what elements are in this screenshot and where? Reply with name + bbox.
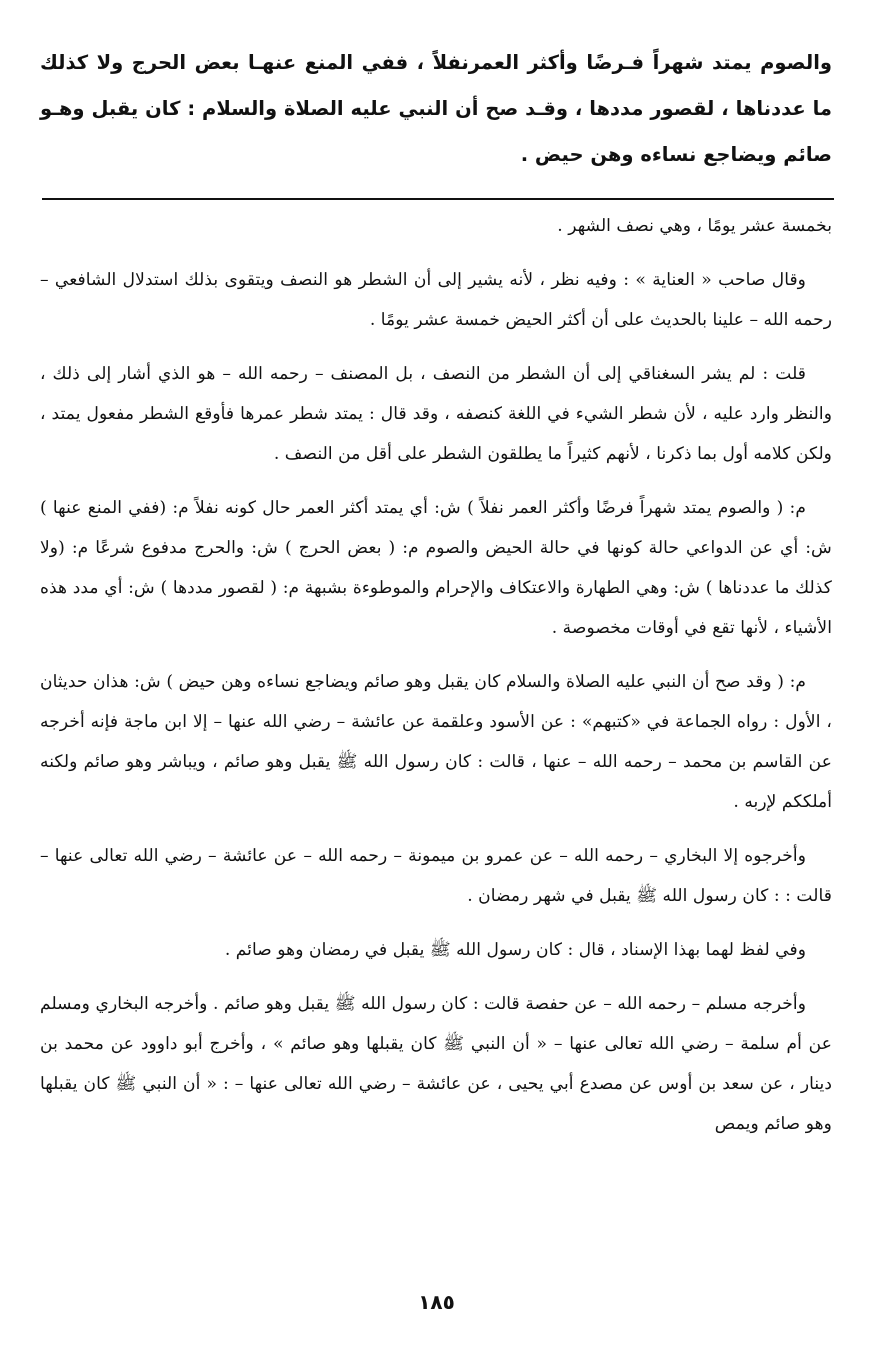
page-number: ١٨٥: [418, 1290, 455, 1314]
footnote-separator: [42, 198, 834, 200]
commentary-paragraph: م: ( والصوم يمتد شهراً فرضًا وأكثر العمر نفلاً ) ش: أي يمتد أكثر العمر حال كونه نفلاً م: (ففي المنع عنها ) ش: أي عن الدواعي حالة كونها في حالة الحيض والصوم م: ( بعض الحرج ) ش: والحرج مدفوع شرعًا م: (ولا كذلك ما عددناها ) ش: وهي الطهارة والاعتكاف والإحرام والموطوءة بشبهة م: ( لقصور مددها ) ش: أي مدد هذه الأشياء ، لأنها تقع في أوقات مخصوصة .: [40, 498, 832, 638]
commentary-section: [40, 206, 832, 1144]
commentary-paragraph: وفي لفظ لهما بهذا الإسناد ، قال : كان رسول الله ﷺ يقبل في رمضان وهو صائم .: [224, 940, 806, 960]
commentary-paragraph: وقال صاحب « العناية » : وفيه نظر ، لأنه يشير إلى أن الشطر هو النصف ويتقوى بذلك استدلال الشافعي – رحمه الله – علينا بالحديث على أن أكثر الحيض خمسة عشر يومًا .: [40, 270, 832, 330]
commentary-paragraph: وأخرجه مسلم – رحمه الله – عن حفصة قالت : كان رسول الله ﷺ يقبل وهو صائم . وأخرجه البخاري ومسلم عن أم سلمة – رضي الله تعالى عنها – « أن النبي ﷺ كان يقبلها وهو صائم » ، وأخرج أبو داوود عن محمد بن دينار ، عن سعد بن أوس عن مصدع أبي يحيى ، عن عائشة – رضي الله تعالى عنها – : « أن النبي ﷺ كان يقبلها وهو صائم ويمص: [40, 994, 832, 1134]
commentary-paragraph: م: ( وقد صح أن النبي عليه الصلاة والسلام كان يقبل وهو صائم ويضاجع نساءه وهن حيض ) ش: هذان حديثان ، الأول : رواه الجماعة في «كتبهم» : عن الأسود وعلقمة عن عائشة – رضي الله عنها – إلا ابن ماجة فإنه أخرجه عن القاسم بن محمد – رحمه الله – عنها ، قالت : كان رسول الله ﷺ يقبل وهو صائم ، ويباشر وهو صائم ولكنه أملككم لإربه .: [40, 672, 832, 812]
commentary-paragraph: قلت : لم يشر السغناقي إلى أن الشطر من النصف ، بل المصنف – رحمه الله – هو الذي أشار إلى ذلك ، والنظر وارد عليه ، لأن شطر الشيء في اللغة كنصفه ، وقد قال : يمتد شطر عمرها فأوقع الشطر مفعول يمتد ، ولكن كلامه أول بما ذكرنا ، لأنهم كثيراً ما يطلقون الشطر على أقل من النصف .: [40, 364, 832, 464]
commentary-paragraph-continuation: بخمسة عشر يومًا ، وهي نصف الشهر .: [557, 216, 832, 236]
main-text: والصوم يمتد شهراً فـرضًا وأكثر العمرنفلاً ، ففي المنع عنهـا بعض الحرج ولا كذلك ما عددناها ، لقصور مددها ، وقـد صح أن النبي عليه الصلاة والسلام : كان يقبل وهـو صائم ويضاجع نساءه وهن حيض .: [40, 51, 832, 166]
commentary-paragraph: وأخرجوه إلا البخاري – رحمه الله – عن عمرو بن ميمونة – رحمه الله – عن عائشة – رضي الله تعالى عنها – قالت : : كان رسول الله ﷺ يقبل في شهر رمضان .: [40, 846, 832, 906]
